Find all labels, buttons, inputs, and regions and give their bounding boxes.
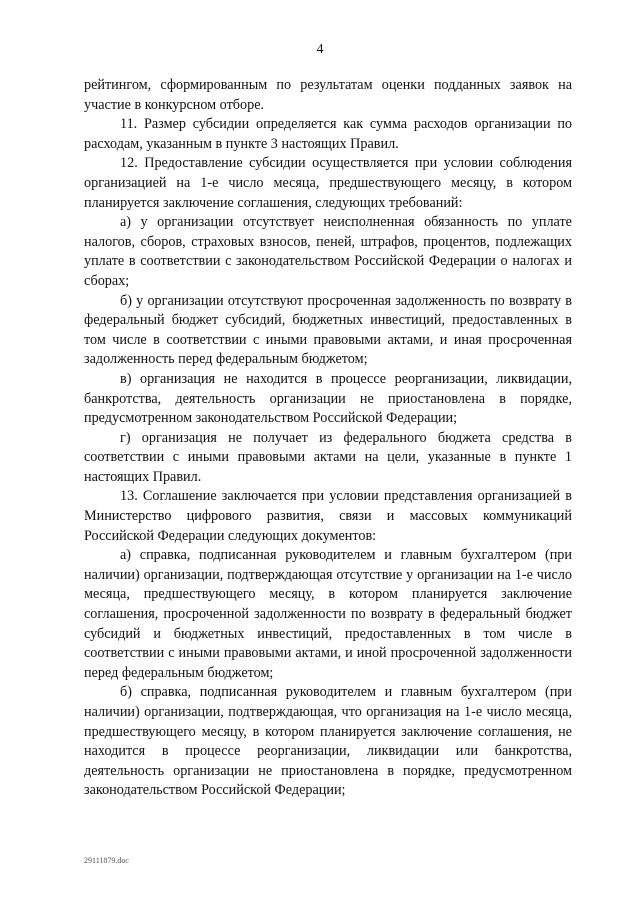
- paragraph-item-11: 11. Размер субсидии определяется как сумма расходов организации по расходам, указанным в пункте 3 настоящих Правил.: [84, 116, 572, 152]
- page-number: 4: [316, 42, 324, 57]
- document-body: [84, 76, 572, 801]
- document-footer-filename: 29111879.doc: [84, 856, 129, 865]
- paragraph-item-12-v: в) организация не находится в процессе реорганизации, ликвидации, банкротства, деятельность организации не приостановлена в порядке, предусмотренном законодательством Российской Федерации;: [84, 370, 572, 427]
- paragraph-item-13-b: б) справка, подписанная руководителем и главным бухгалтером (при наличии) организации, подтверждающая, что организация на 1-е число месяца, предшествующего месяцу, в котором планируется заключение соглашения, не находится в процессе реорганизации, ликвидации или банкротства, деятельность организации не приостановлена в порядке, предусмотренном законодательством Российской Федерации;: [84, 684, 572, 799]
- paragraph-item-12: 12. Предоставление субсидии осуществляется при условии соблюдения организацией на 1-е число месяца, предшествующего месяцу, в котором планируется заключение соглашения, следующих требований:: [84, 155, 572, 211]
- paragraph-item-12-g: г) организация не получает из федерального бюджета средства в соответствии с иными правовыми актами на цели, указанные в пункте 1 настоящих Правил.: [84, 429, 572, 485]
- paragraph-item-12-b: б) у организации отсутствуют просроченная задолженность по возврату в федеральный бюджет субсидий, бюджетных инвестиций, предоставленных в том числе в соответствии с иными правовыми актами, и иная просроченная задолженность перед федеральным бюджетом;: [84, 292, 572, 368]
- paragraph-item-13: 13. Соглашение заключается при условии представления организацией в Министерство цифрового развития, связи и массовых коммуникаций Российской Федерации следующих документов:: [84, 488, 572, 544]
- paragraph-item-13-a: а) справка, подписанная руководителем и главным бухгалтером (при наличии) организации, подтверждающая отсутствие у организации на 1-е число месяца, предшествующего месяцу, в котором планируется заключение соглашения, просроченной задолженности по возврату в федеральный бюджет субсидий и бюджетных инвестиций, предоставленных в том числе в соответствии с иными правовыми актами, и иной просроченной задолженности перед федеральным бюджетом;: [84, 547, 572, 681]
- paragraph-continuation: рейтингом, сформированным по результатам оценки подданных заявок на участие в конкурсном отборе.: [84, 77, 572, 113]
- paragraph-item-12-a: а) у организации отсутствует неисполненная обязанность по уплате налогов, сборов, страховых взносов, пеней, штрафов, процентов, подлежащих уплате в соответствии с законодательством Российской Федерации о налогах и сборах;: [84, 214, 572, 289]
